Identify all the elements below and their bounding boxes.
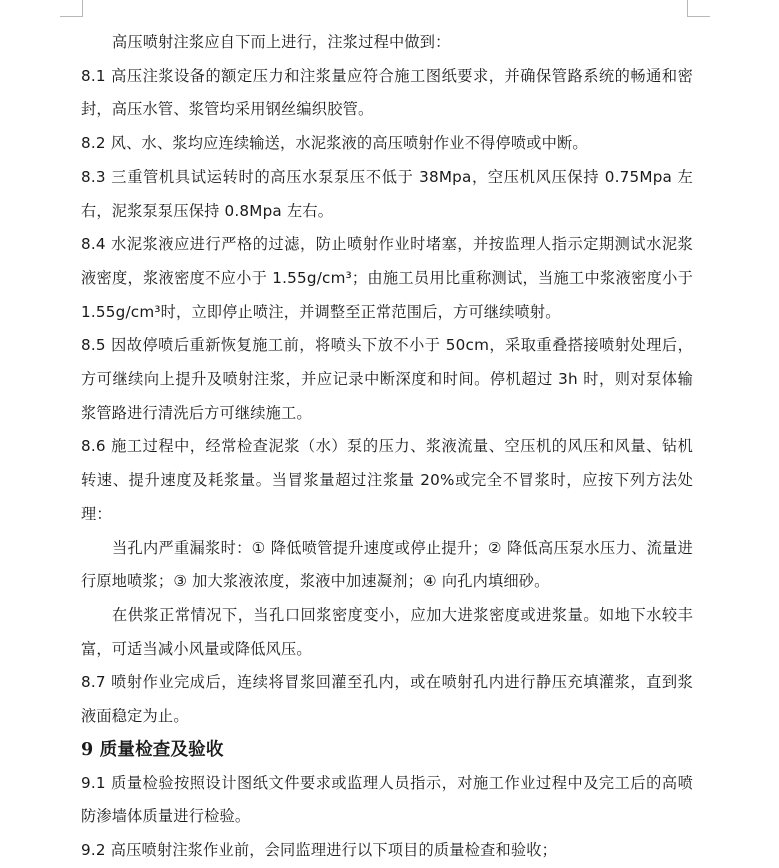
top-right-crop-mark bbox=[687, 0, 710, 17]
paragraph-9-1: 9.1 质量检验按照设计图纸文件要求或监理人员指示，对施工作业过程中及完工后的高喷防渗墙体质量进行检验。 bbox=[81, 773, 693, 826]
paragraph-8-2: 8.2 风、水、浆均应连续输送，水泥浆液的高压喷射作业不得停喷或中断。 bbox=[81, 134, 588, 153]
top-left-crop-mark bbox=[60, 0, 83, 17]
paragraph-9-2: 9.2 高压喷射注浆作业前，会同监理进行以下项目的质量检查和验收； bbox=[81, 841, 558, 860]
paragraph-intro: 高压喷射注浆应自下而上进行，注浆过程中做到： bbox=[112, 33, 451, 51]
paragraph-8-6: 8.6 施工过程中，经常检查泥浆（水）泵的压力、浆液流量、空压机的风压和风量、钻机转速、提升速度及耗浆量。当冒浆量超过注浆量 20%或完全不冒浆时，应按下列方法处理： bbox=[81, 437, 693, 523]
paragraph-8-5: 8.5 因故停喷后重新恢复施工前，将喷头下放不小于 50cm，采取重叠搭接喷射处理后，方可继续向上提升及喷射注浆，并应记录中断深度和时间。停机超过 3h 时，则对泵体输浆管路进行清洗后方可继续施工。 bbox=[81, 336, 693, 422]
document-body bbox=[81, 26, 693, 868]
section-heading: 9 质量检查及验收 bbox=[81, 739, 224, 760]
paragraph-8-3: 8.3 三重管机具试运转时的高压水泵泵压不低于 38Mpa，空压机风压保持 0.75Mpa 左右，泥浆泵泵压保持 0.8Mpa 左右。 bbox=[81, 167, 693, 220]
paragraph-8-6-leak-handling: 当孔内严重漏浆时：① 降低喷管提升速度或停止提升；② 降低高压泵水压力、流量进行原地喷浆；③ 加大浆液浓度，浆液中加速凝剂；④ 向孔内填细砂。 bbox=[81, 538, 693, 591]
paragraph-8-7: 8.7 喷射作业完成后，连续将冒浆回灌至孔内，或在喷射孔内进行静压充填灌浆，直到浆液面稳定为止。 bbox=[81, 673, 693, 726]
paragraph-8-1: 8.1 高压注浆设备的额定压力和注浆量应符合施工图纸要求，并确保管路系统的畅通和密封，高压水管、浆管均采用钢丝编织胶管。 bbox=[81, 66, 693, 119]
paragraph-8-6-normal-supply: 在供浆正常情况下，当孔口回浆密度变小，应加大进浆密度或进浆量。如地下水较丰富，可适当减小风量或降低风压。 bbox=[81, 605, 693, 658]
paragraph-8-4: 8.4 水泥浆液应进行严格的过滤，防止喷射作业时堵塞，并按监理人指示定期测试水泥浆液密度，浆液密度不应小于 1.55g/cm³；由施工员用比重称测试，当施工中浆液密度小于 1.55g/cm³时，立即停止喷注，并调整至正常范围后，方可继续喷射。 bbox=[81, 235, 693, 321]
